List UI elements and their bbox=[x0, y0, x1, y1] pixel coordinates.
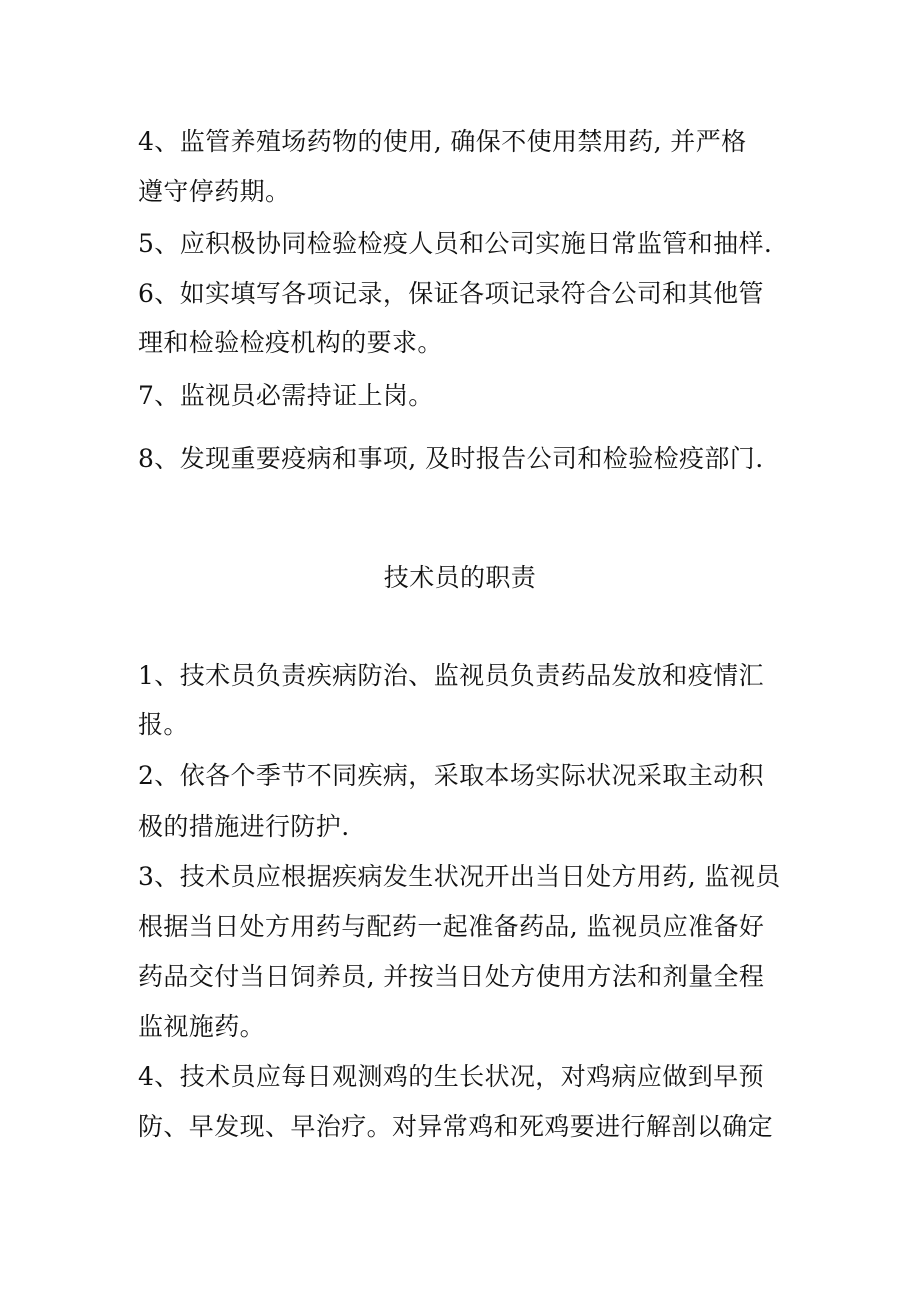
duty-item-4-line-1: 4、监管养殖场药物的使用, 确保不使用禁用药, 并严格 bbox=[138, 127, 747, 156]
tech-item-3-line-4: 监视施药。 bbox=[138, 1012, 266, 1041]
tech-item-4-line-1: 4、技术员应每日观测鸡的生长状况，对鸡病应做到早预 bbox=[138, 1062, 764, 1091]
tech-item-2-line-1: 2、依各个季节不同疾病，采取本场实际状况采取主动积 bbox=[138, 761, 764, 790]
duty-item-7: 7、监视员必需持证上岗。 bbox=[138, 381, 434, 410]
tech-item-3-line-3: 药品交付当日饲养员, 并按当日处方使用方法和剂量全程 bbox=[138, 962, 765, 991]
duty-item-6-line-2: 理和检验检疫机构的要求。 bbox=[138, 328, 443, 357]
tech-item-2-line-2: 极的措施进行防护. bbox=[138, 812, 350, 841]
duty-item-4-line-2: 遵守停药期。 bbox=[138, 177, 291, 206]
tech-item-1-line-2: 报。 bbox=[138, 710, 189, 739]
tech-item-3-line-1: 3、技术员应根据疾病发生状况开出当日处方用药, 监视员 bbox=[138, 862, 781, 891]
tech-item-1-line-1: 1、技术员负责疾病防治、监视员负责药品发放和疫情汇 bbox=[138, 661, 764, 690]
duty-item-6-line-1: 6、如实填写各项记录，保证各项记录符合公司和其他管 bbox=[138, 279, 764, 308]
tech-item-4-line-2: 防、早发现、早治疗。对异常鸡和死鸡要进行解剖以确定 bbox=[138, 1112, 774, 1141]
duty-item-8: 8、发现重要疫病和事项, 及时报告公司和检验检疫部门. bbox=[138, 444, 764, 473]
section-title-technician-duties: 技术员的职责 bbox=[383, 563, 537, 592]
duty-item-5: 5、应积极协同检验检疫人员和公司实施日常监管和抽样. bbox=[138, 229, 773, 258]
tech-item-3-line-2: 根据当日处方用药与配药一起准备药品, 监视员应准备好 bbox=[138, 912, 765, 941]
